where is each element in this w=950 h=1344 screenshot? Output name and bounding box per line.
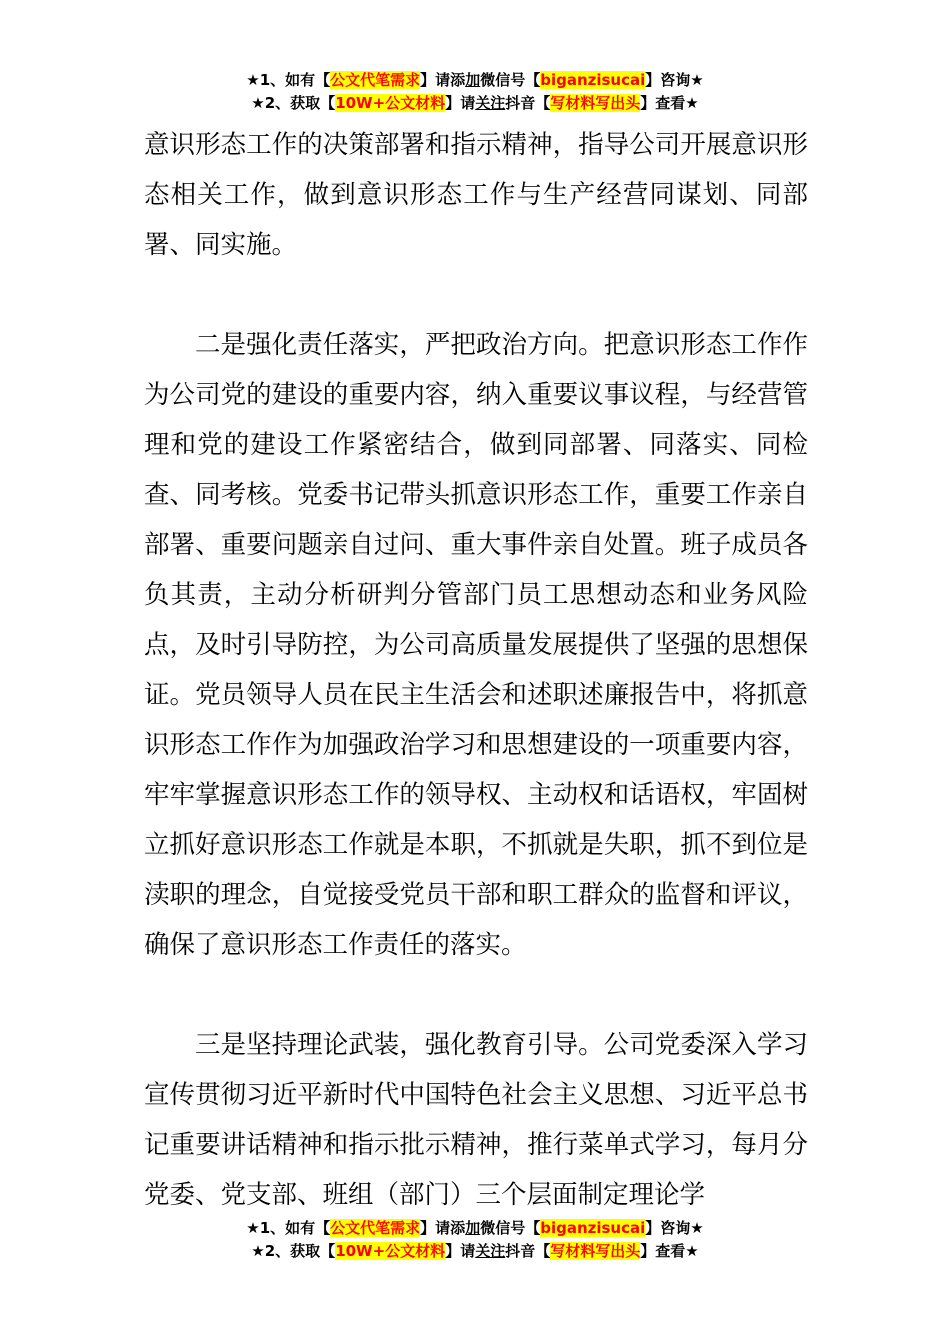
banner-text: 】查看★: [640, 1242, 699, 1260]
banner-highlight-wechat-id: biganzisucai: [540, 1219, 646, 1237]
banner-text: 】请添: [420, 1219, 466, 1237]
banner-text: ★2、获取【: [251, 1242, 336, 1260]
banner-underline: 加: [465, 1219, 481, 1237]
banner-highlight: 10W+公文材料: [335, 1242, 446, 1260]
banner-highlight: 公文代笔需求: [330, 71, 421, 89]
banner-text: 】咨询★: [645, 71, 704, 89]
banner-highlight-douyin-id: 写材料写出头: [550, 1242, 641, 1260]
footer-banner-line-1: [0, 1217, 950, 1240]
banner-highlight-douyin-id: 写材料写出头: [550, 94, 641, 112]
banner-text: ★1、如有【: [246, 71, 331, 89]
banner-text: 微信号【: [480, 71, 541, 89]
banner-highlight: 公文代笔需求: [330, 1219, 421, 1237]
banner-text: 抖音【: [505, 94, 551, 112]
paragraph-continued: 意识形态工作的决策部署和指示精神，指导公司开展意识形态相关工作，做到意识形态工作与生产经营同谋划、同部署、同实施。: [144, 130, 808, 260]
banner-text: 微信号【: [480, 1219, 541, 1237]
footer-banner-line-2: [0, 1240, 950, 1263]
banner-text: 抖音【: [505, 1242, 551, 1260]
banner-text: 】咨询★: [645, 1219, 704, 1237]
header-banner-line-1: [0, 69, 950, 92]
banner-text: 】请: [445, 1242, 476, 1260]
banner-underline: 关注: [475, 1242, 506, 1260]
banner-text: 】查看★: [640, 94, 699, 112]
paragraph-theory: 三是坚持理论武装，强化教育引导。公司党委深入学习宣传贯彻习近平新时代中国特色社会主义思想、习近平总书记重要讲话精神和指示批示精神，推行菜单式学习，每月分党委、党支部、班组（部门）三个层面制定理论学: [144, 1030, 808, 1210]
document-body: [144, 120, 808, 1220]
banner-highlight: 10W+公文材料: [335, 94, 446, 112]
banner-underline: 加: [465, 71, 481, 89]
banner-underline: 关注: [475, 94, 506, 112]
footer-banner: [0, 1217, 950, 1263]
paragraph-spacer: [144, 270, 808, 320]
paragraph-responsibility: 二是强化责任落实，严把政治方向。把意识形态工作作为公司党的建设的重要内容，纳入重要议事议程，与经营管理和党的建设工作紧密结合，做到同部署、同落实、同检查、同考核。党委书记带头抓意识形态工作，重要工作亲自部署、重要问题亲自过问、重大事件亲自处置。班子成员各负其责，主动分析研判分管部门员工思想动态和业务风险点，及时引导防控，为公司高质量发展提供了坚强的思想保证。党员领导人员在民主生活会和述职述廉报告中，将抓意识形态工作作为加强政治学习和思想建设的一项重要内容，牢牢掌握意识形态工作的领导权、主动权和话语权，牢固树立抓好意识形态工作就是本职，不抓就是失职，抓不到位是渎职的理念，自觉接受党员干部和职工群众的监督和评议，确保了意识形态工作责任的落实。: [144, 330, 808, 960]
header-banner-line-2: [0, 92, 950, 115]
banner-text: 】请添: [420, 71, 466, 89]
banner-text: 】请: [445, 94, 476, 112]
paragraph-spacer: [144, 970, 808, 1020]
banner-highlight-wechat-id: biganzisucai: [540, 71, 646, 89]
banner-text: ★2、获取【: [251, 94, 336, 112]
banner-text: ★1、如有【: [246, 1219, 331, 1237]
header-banner: [0, 69, 950, 115]
